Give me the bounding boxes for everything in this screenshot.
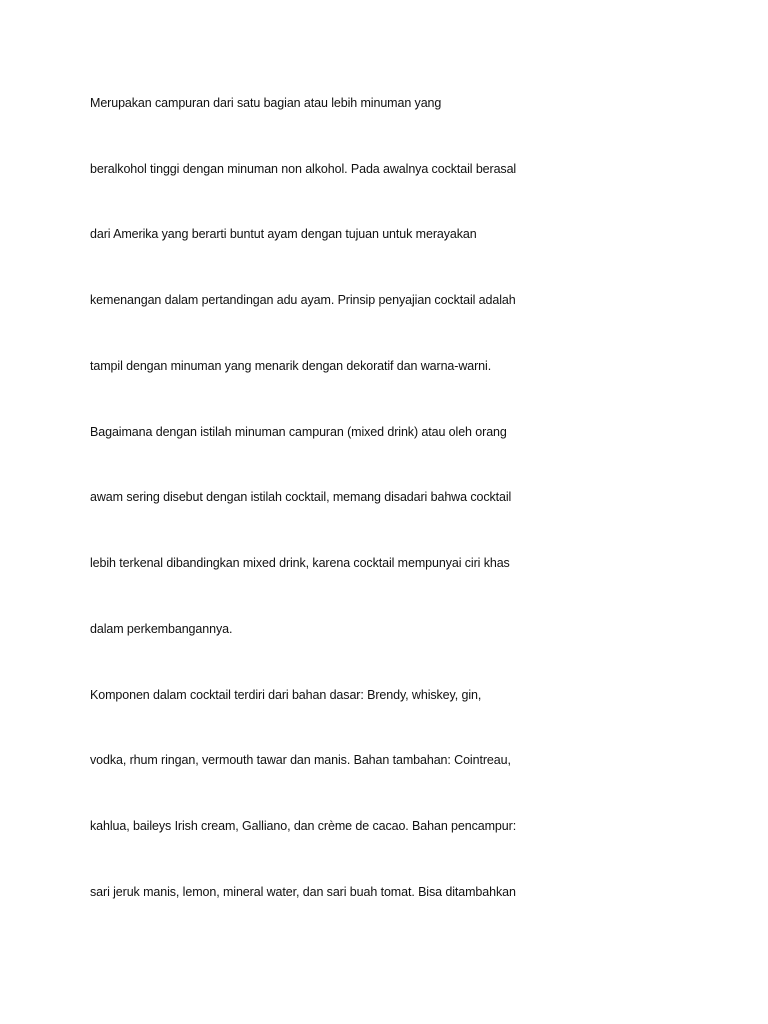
paragraph-line: kahlua, baileys Irish cream, Galliano, dan crème de cacao. Bahan pencampur:	[90, 819, 517, 833]
paragraph-line: kemenangan dalam pertandingan adu ayam. Prinsip penyajian cocktail adalah	[90, 293, 516, 307]
paragraph-line: lebih terkenal dibandingkan mixed drink, karena cocktail mempunyai ciri khas	[90, 556, 510, 570]
paragraph-line: tampil dengan minuman yang menarik dengan dekoratif dan warna-warni.	[90, 359, 492, 373]
paragraph-line: beralkohol tinggi dengan minuman non alkohol. Pada awalnya cocktail berasal	[90, 162, 517, 176]
paragraph-line: Merupakan campuran dari satu bagian atau lebih minuman yang	[90, 96, 442, 110]
paragraph-line: awam sering disebut dengan istilah cocktail, memang disadari bahwa cocktail	[90, 490, 512, 504]
paragraph-line: Bagaimana dengan istilah minuman campuran (mixed drink) atau oleh orang	[90, 425, 507, 439]
paragraph-line: vodka, rhum ringan, vermouth tawar dan manis. Bahan tambahan: Cointreau,	[90, 753, 511, 767]
paragraph-line: sari jeruk manis, lemon, mineral water, dan sari buah tomat. Bisa ditambahkan	[90, 885, 516, 899]
paragraph-line: Komponen dalam cocktail terdiri dari bahan dasar: Brendy, whiskey, gin,	[90, 688, 482, 702]
paragraph-line: dari Amerika yang berarti buntut ayam dengan tujuan untuk merayakan	[90, 227, 477, 241]
paragraph-line: dalam perkembangannya.	[90, 622, 233, 636]
